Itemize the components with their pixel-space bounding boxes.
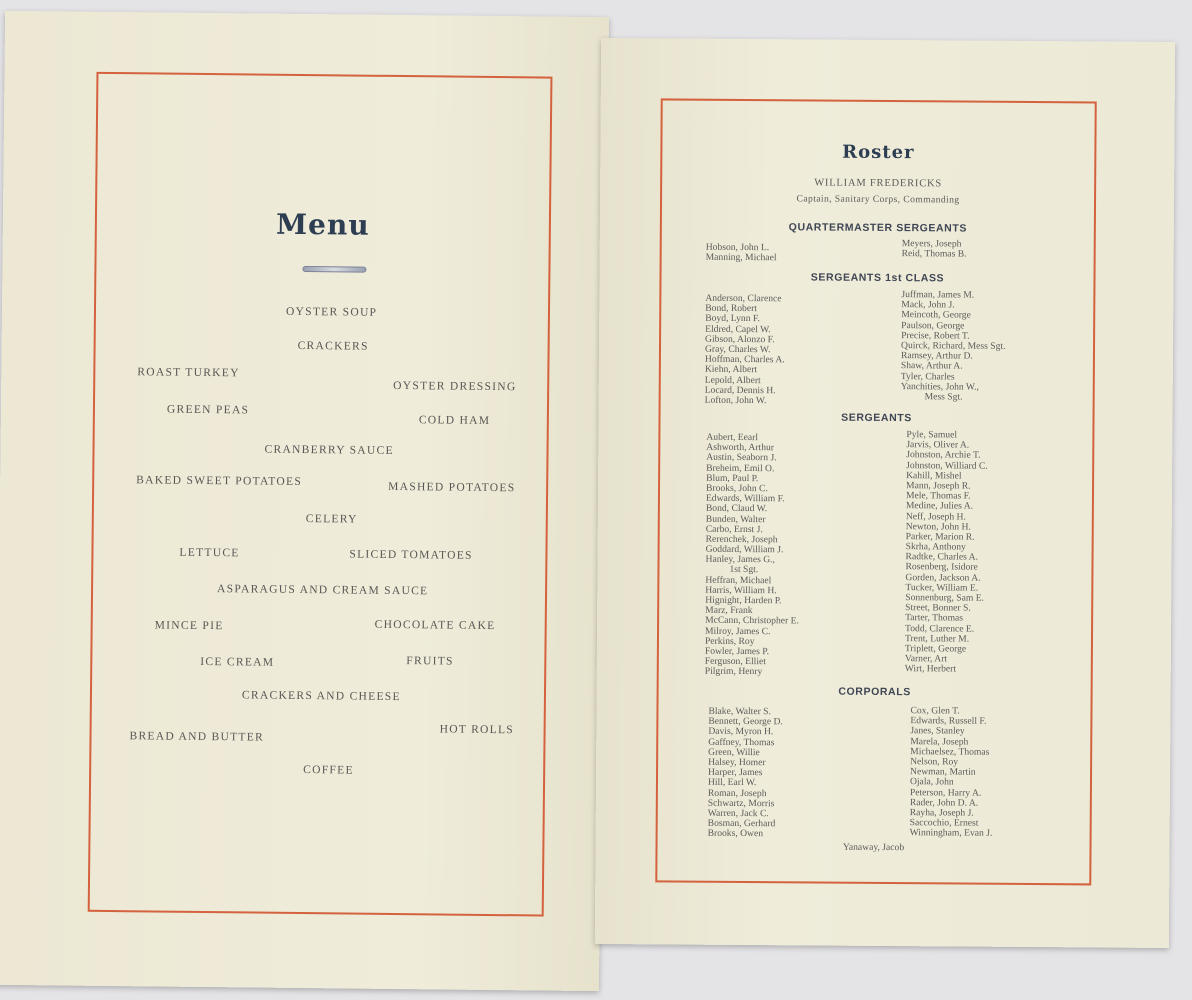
menu-item: ROAST TURKEY <box>137 366 240 380</box>
menu-item: MASHED POTATOES <box>388 480 516 495</box>
roster-name: Newton, John H. <box>905 520 971 533</box>
roster-name: Kiehn, Albert <box>704 364 758 376</box>
roster-name: Harris, William H. <box>705 584 777 597</box>
roster-name: Nelson, Roy <box>910 756 959 768</box>
roster-name: Goddard, William J. <box>705 543 784 556</box>
roster-name: Ferguson, Elliet <box>704 655 766 668</box>
roster-name: Skrha, Anthony <box>905 541 966 553</box>
roster-name: Peterson, Harry A. <box>909 786 982 799</box>
section-heading: QUARTERMASTER SERGEANTS <box>788 221 968 235</box>
section-heading: SERGEANTS 1st CLASS <box>810 271 945 285</box>
roster-name: Ojala, John <box>909 776 954 788</box>
menu-item: HOT ROLLS <box>439 723 515 737</box>
roster-name: Reid, Thomas B. <box>901 248 967 260</box>
roster-name: Austin, Seaborn J. <box>706 452 777 464</box>
roster-name: Davis, Myron H. <box>708 726 774 738</box>
roster-name: Breheim, Emil O. <box>706 462 775 474</box>
roster-name: Marela, Joseph <box>910 735 969 748</box>
menu-item: MINCE PIE <box>154 619 224 633</box>
name-column-left <box>705 294 786 407</box>
roster-name: Brooks, Owen <box>707 828 764 840</box>
menu-item: CRACKERS AND CHEESE <box>241 689 401 704</box>
roster-name: Michaelsez, Thomas <box>910 745 990 758</box>
roster-name: Locard, Dennis H. <box>704 384 776 396</box>
roster-name: Quirck, Richard, Mess Sgt. <box>900 340 1006 352</box>
roster-name: Hill, Earl W. <box>707 777 757 789</box>
roster-name: Gibson, Alonzo F. <box>705 333 775 345</box>
section-heading: CORPORALS <box>838 685 911 699</box>
roster-name: Bosman, Gerhard <box>707 817 776 830</box>
commander-name: WILLIAM FREDERICKS <box>814 177 943 190</box>
roster-name: Parker, Marion R. <box>905 531 975 543</box>
roster-name: Shaw, Arthur A. <box>900 360 963 372</box>
roster-name: Wirt, Herbert <box>904 663 957 675</box>
menu-item: BREAD AND BUTTER <box>129 730 265 744</box>
roster-name: Milroy, James C. <box>704 625 771 637</box>
name-column-left <box>705 433 801 678</box>
roster-name: Gorden, Jackson A. <box>905 571 981 584</box>
menu-item: BAKED SWEET POTATOES <box>136 474 303 488</box>
menu-item: ASPARAGUS AND CREAM SAUCE <box>217 583 429 598</box>
roster-name: Paulson, George <box>901 319 965 332</box>
menu-item: CRANBERRY SAUCE <box>264 443 394 457</box>
roster-name: Pilgrim, Henry <box>704 666 763 678</box>
roster-name: Blake, Walter S. <box>708 705 771 718</box>
roster-border <box>655 98 1096 885</box>
roster-name: Eldred, Capel W. <box>705 323 771 335</box>
roster-name: Lepold, Albert <box>704 374 761 386</box>
roster-name: McCann, Christopher E. <box>705 615 799 627</box>
menu-title: Menu <box>275 207 370 242</box>
roster-name: Perkins, Roy <box>704 635 755 647</box>
menu-item: GREEN PEAS <box>166 403 250 417</box>
roster-name: Edwards, Russell F. <box>910 715 987 727</box>
roster-name: Ashworth, Arthur <box>706 441 775 454</box>
roster-name: Mack, John J. <box>901 299 955 311</box>
roster-name: Ramsey, Arthur D. <box>900 350 973 362</box>
roster-name: Neff, Joseph H. <box>905 510 966 523</box>
roster-name: Hanley, James G., <box>705 553 776 566</box>
roster-name: Johnston, Williard C. <box>906 459 988 472</box>
left-page <box>0 11 609 991</box>
roster-name: Rader, John D. A. <box>909 796 979 809</box>
roster-name: Meyers, Joseph <box>901 238 962 250</box>
roster-name: Tarter, Thomas <box>905 612 964 624</box>
menu-item: CELERY <box>305 513 358 526</box>
roster-name: Marz, Frank <box>705 604 753 617</box>
roster-name: Meincoth, George <box>901 309 971 321</box>
roster-name: Blum, Paul P. <box>706 472 759 484</box>
roster-name: Gray, Charles W. <box>704 343 771 356</box>
roster-name: Carbo, Ernst J. <box>705 523 763 535</box>
roster-name: Hobson, John L. <box>705 241 770 254</box>
right-page <box>595 38 1175 948</box>
roster-name: 1st Sgt. <box>729 564 759 576</box>
roster-name: Pyle, Samuel <box>906 429 958 441</box>
roster-name: Kahill, Mishel <box>906 469 962 482</box>
roster-name: Bunden, Walter <box>705 513 766 525</box>
roster-name: Varner, Art <box>904 653 948 665</box>
name-column-right <box>910 706 994 839</box>
roster-name: Saccochio, Ernest <box>909 817 979 829</box>
roster-name: Janes, Stanley <box>910 725 965 737</box>
roster-name: Boyd, Lynn F. <box>705 313 760 325</box>
roster-name: Radtke, Charles A. <box>905 551 979 563</box>
roster-name: Aubert, Eearl <box>706 431 759 444</box>
roster-name: Mele, Thomas F. <box>905 490 971 502</box>
name-column-left <box>708 707 783 840</box>
roster-name: Juffman, James M. <box>901 289 975 301</box>
name-column-right <box>902 239 967 260</box>
roster-name: Rayha, Joseph J. <box>909 807 974 819</box>
name-column-right <box>905 430 988 675</box>
menu-item: COFFEE <box>303 764 354 777</box>
ornamental-divider <box>302 266 366 273</box>
roster-name: Mann, Joseph R. <box>906 480 971 492</box>
roster-name: Schwartz, Morris <box>707 797 775 809</box>
roster-name: Green, Willie <box>708 746 760 758</box>
roster-name: Tyler, Charles <box>900 370 955 382</box>
roster-footer-name: Yanaway, Jacob <box>842 841 905 854</box>
roster-name: Brooks, John C. <box>705 482 768 495</box>
roster-name: Lofton, John W. <box>704 394 767 407</box>
roster-name: Medine, Julies A. <box>905 500 974 512</box>
roster-name: Tucker, William E. <box>905 581 979 594</box>
roster-name: Warren, Jack C. <box>707 807 769 820</box>
roster-name: Johnston, Archie T. <box>906 449 981 462</box>
roster-name: Mess Sgt. <box>924 391 963 403</box>
name-column-right <box>901 290 1006 403</box>
roster-name: Roman, Joseph <box>707 787 767 799</box>
roster-name: Gaffney, Thomas <box>708 736 775 748</box>
roster-name: Rosenberg, Isidore <box>905 561 978 574</box>
section-heading: SERGEANTS <box>841 411 912 425</box>
roster-name: Street, Bonner S. <box>905 602 971 614</box>
roster-name: Fowler, James P. <box>704 645 770 658</box>
menu-item: OYSTER SOUP <box>285 305 378 319</box>
roster-name: Sonnenburg, Sam E. <box>905 592 985 604</box>
roster-name: Cox, Glen T. <box>910 705 960 717</box>
menu-item: CHOCOLATE CAKE <box>374 618 496 633</box>
roster-name: Halsey, Homer <box>708 756 766 769</box>
menu-border <box>88 72 553 917</box>
roster-name: Newman, Martin <box>910 766 976 778</box>
roster-name: Bennett, George D. <box>708 715 783 728</box>
menu-item: FRUITS <box>406 655 454 668</box>
roster-name: Jarvis, Oliver A. <box>906 439 970 451</box>
menu-item: SLICED TOMATOES <box>349 548 473 562</box>
roster-name: Winningham, Evan J. <box>909 827 993 840</box>
menu-item: CRACKERS <box>297 339 369 353</box>
roster-name: Yanchities, John W., <box>900 380 979 393</box>
roster-name: Hoffman, Charles A. <box>704 353 785 366</box>
roster-name: Anderson, Clarence <box>705 292 782 305</box>
roster-name: Triplett, George <box>904 643 967 655</box>
roster-name: Bond, Robert <box>705 302 758 315</box>
roster-name: Todd, Clarence E. <box>905 622 975 635</box>
roster-name: Trent, Luther M. <box>904 632 970 645</box>
roster-title: Roster <box>842 141 915 164</box>
menu-item: ICE CREAM <box>200 655 275 669</box>
roster-name: Hignight, Harden P. <box>705 594 782 607</box>
menu-item: COLD HAM <box>418 414 491 427</box>
roster-name: Bond, Claud W. <box>705 503 768 515</box>
name-column-left <box>706 243 777 264</box>
roster-name: Manning, Michael <box>705 251 777 264</box>
menu-item: LETTUCE <box>179 546 240 560</box>
commander-title: Captain, Sanitary Corps, Commanding <box>796 193 960 206</box>
menu-item: OYSTER DRESSING <box>393 379 517 394</box>
roster-name: Precise, Robert T. <box>901 329 970 342</box>
roster-name: Harper, James <box>708 766 763 779</box>
roster-name: Edwards, William F. <box>705 492 785 505</box>
roster-name: Heffran, Michael <box>705 574 772 586</box>
roster-name: Rerenchek, Joseph <box>705 533 778 546</box>
